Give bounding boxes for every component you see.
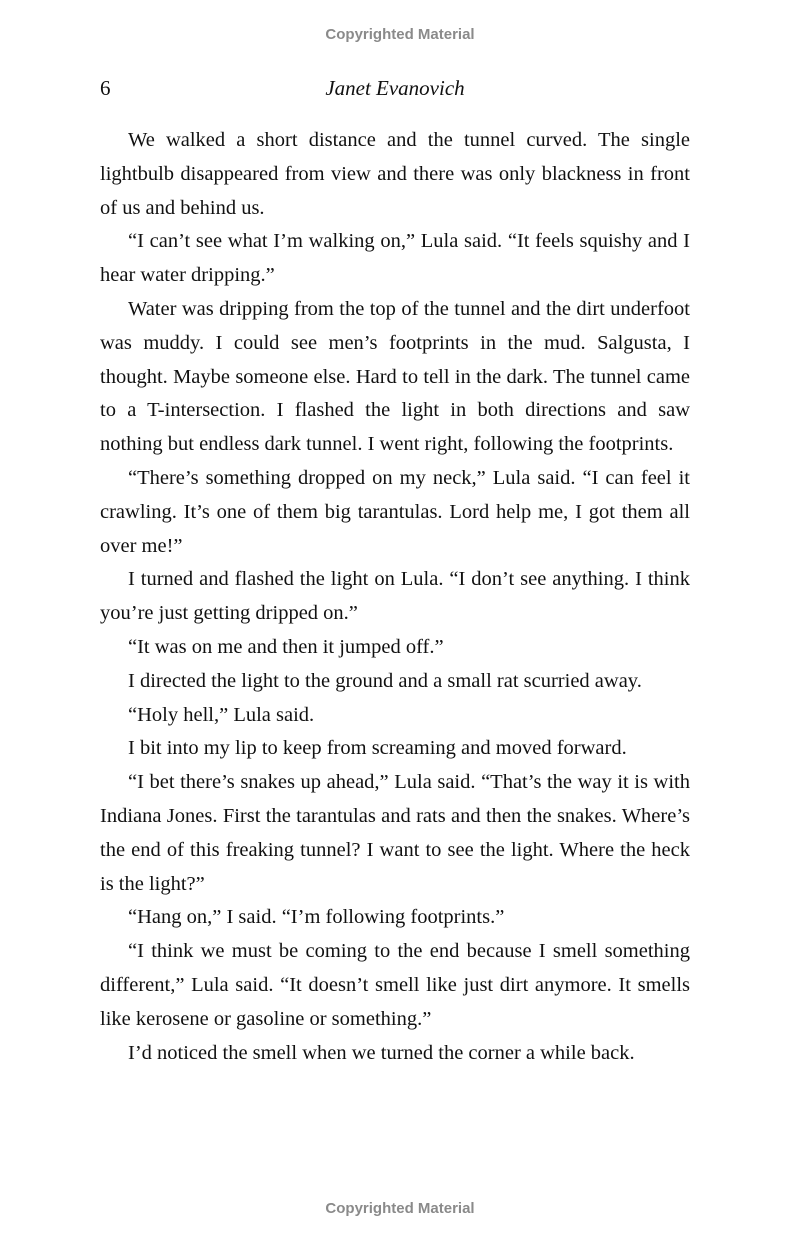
paragraph: “It was on me and then it jumped off.” <box>128 635 444 658</box>
paragraph: “There’s something dropped on my neck,” Lula said. “I can feel it crawling. It’s one of them big tarantulas. Lord help me, I got them all over me!” <box>100 466 690 557</box>
copyright-watermark-top: Copyrighted Material <box>325 26 475 43</box>
author-running-head: Janet Evanovich <box>325 76 465 100</box>
paragraph: I bit into my lip to keep from screaming and moved forward. <box>128 737 627 760</box>
paragraph: I directed the light to the ground and a small rat scurried away. <box>128 669 642 692</box>
paragraph: We walked a short distance and the tunnel curved. The single lightbulb disappeared from view and there was only blackness in front of us and behind us. <box>100 129 690 219</box>
paragraph: “I think we must be coming to the end because I smell something different,” Lula said. “It doesn’t smell like just dirt anymore. It smells like kerosene or gasoline or something.” <box>100 940 690 1030</box>
paragraph: “I bet there’s snakes up ahead,” Lula said. “That’s the way it is with Indiana Jones. First the tarantulas and rats and then the snakes. Where’s the end of this freaking tunnel? I want to see the light. Where the heck is the light?” <box>100 771 690 895</box>
paragraph: “Hang on,” I said. “I’m following footprints.” <box>128 906 505 929</box>
paragraph: I’d noticed the smell when we turned the corner a while back. <box>128 1041 635 1064</box>
running-header <box>100 76 690 106</box>
paragraph: “I can’t see what I’m walking on,” Lula said. “It feels squishy and I hear water dripping.” <box>100 230 690 287</box>
paragraph: “Holy hell,” Lula said. <box>128 703 315 726</box>
paragraph: I turned and flashed the light on Lula. “I don’t see anything. I think you’re just getting dripped on.” <box>100 568 690 625</box>
copyright-watermark-bottom: Copyrighted Material <box>325 1200 475 1217</box>
page-number: 6 <box>100 76 111 100</box>
paragraph: Water was dripping from the top of the tunnel and the dirt underfoot was muddy. I could see men’s footprints in the mud. Salgusta, I thought. Maybe someone else. Hard to tell in the dark. The tunnel came to a T-intersection. I flashed the light in both directions and saw nothing but endless dark tunnel. I went right, following the footprints. <box>100 297 690 456</box>
body-text <box>100 124 690 1070</box>
